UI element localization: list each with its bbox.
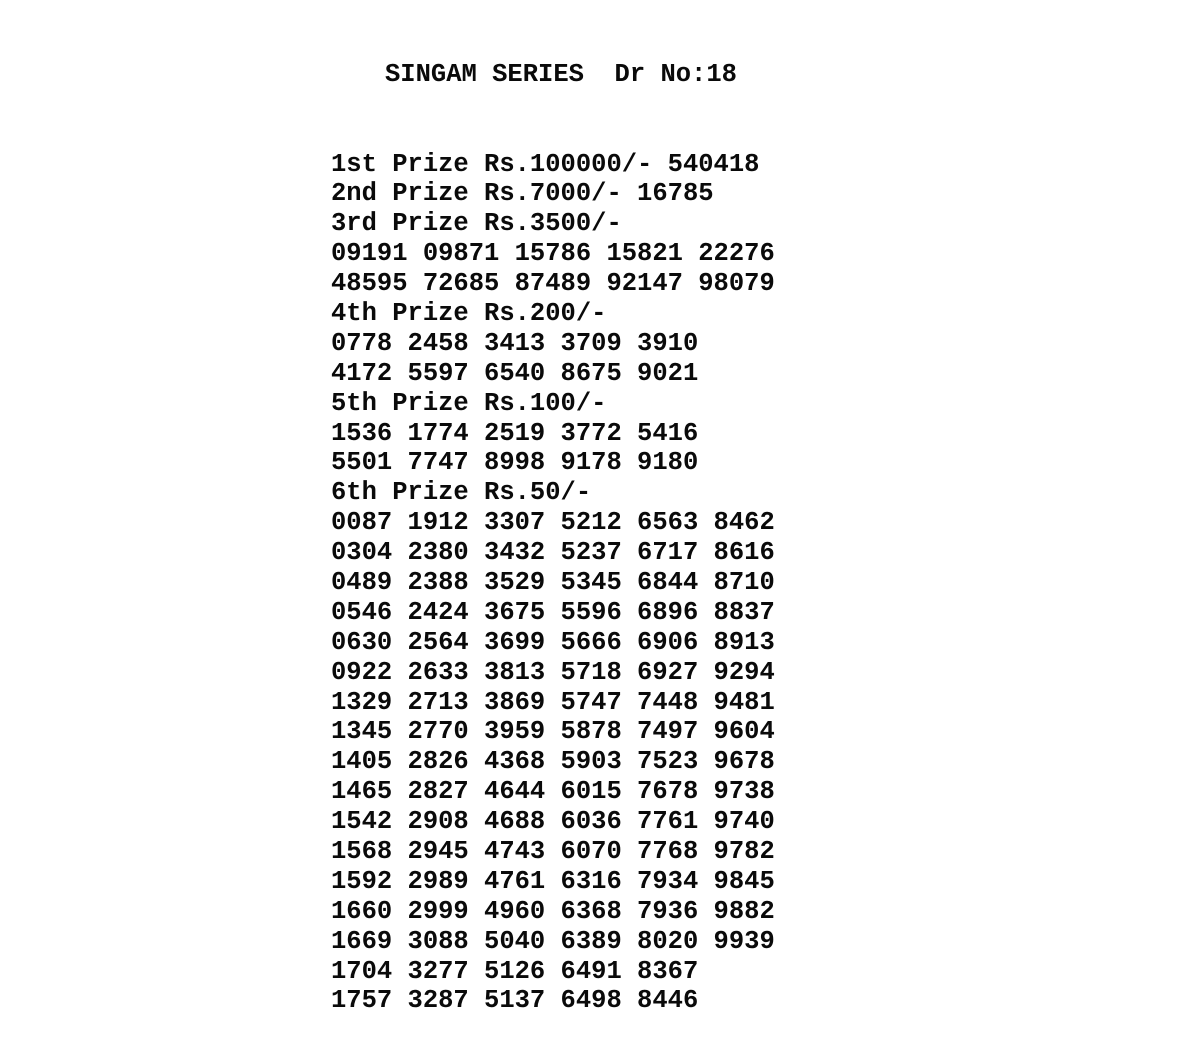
winning-numbers-row: 1704 3277 5126 6491 8367 [331,956,699,986]
winning-numbers-row: 0489 2388 3529 5345 6844 8710 [331,567,775,597]
winning-numbers-row: 1329 2713 3869 5747 7448 9481 [331,687,775,717]
winning-numbers-row: 5501 7747 8998 9178 9180 [331,448,699,478]
winning-numbers-row: 1757 3287 5137 6498 8446 [331,986,699,1016]
prize-heading: 2nd Prize Rs.7000/- 16785 [331,179,714,209]
winning-numbers-row: 0630 2564 3699 5666 6906 8913 [331,627,775,657]
winning-numbers-row: 1405 2826 4368 5903 7523 9678 [331,747,775,777]
winning-numbers-row: 09191 09871 15786 15821 22276 [331,239,775,269]
prize-heading: 4th Prize Rs.200/- [331,298,607,328]
prize-section [331,389,891,479]
winning-numbers-row: 1465 2827 4644 6015 7678 9738 [331,777,775,807]
lottery-result-sheet [331,0,891,1046]
winning-numbers-row: 1592 2989 4761 6316 7934 9845 [331,866,775,896]
result-title: SINGAM SERIES Dr No:18 [385,59,737,89]
winning-numbers-row: 1669 3088 5040 6389 8020 9939 [331,926,775,956]
winning-numbers-row: 0922 2633 3813 5718 6927 9294 [331,657,775,687]
winning-numbers-row: 1542 2908 4688 6036 7761 9740 [331,807,775,837]
prize-heading: 1st Prize Rs.100000/- 540418 [331,149,760,179]
winning-numbers-row: 1345 2770 3959 5878 7497 9604 [331,717,775,747]
prize-heading: 5th Prize Rs.100/- [331,388,607,418]
prize-section [331,179,891,209]
winning-numbers-row: 4172 5597 6540 8675 9021 [331,358,699,388]
winning-numbers-row: 0546 2424 3675 5596 6896 8837 [331,597,775,627]
winning-numbers-row: 0087 1912 3307 5212 6563 8462 [331,508,775,538]
winning-numbers-row: 48595 72685 87489 92147 98079 [331,269,775,299]
winning-numbers-row: 1536 1774 2519 3772 5416 [331,418,699,448]
prize-section [331,209,891,299]
prize-section [331,299,891,389]
winning-numbers-row: 1660 2999 4960 6368 7936 9882 [331,896,775,926]
winning-numbers-row: 0778 2458 3413 3709 3910 [331,328,699,358]
prize-list [331,150,891,1017]
prize-heading: 6th Prize Rs.50/- [331,478,592,508]
prize-section [331,478,891,1016]
prize-heading: 3rd Prize Rs.3500/- [331,209,622,239]
winning-numbers-row: 0304 2380 3432 5237 6717 8616 [331,538,775,568]
winning-numbers-row: 1568 2945 4743 6070 7768 9782 [331,837,775,866]
prize-section [331,150,891,180]
